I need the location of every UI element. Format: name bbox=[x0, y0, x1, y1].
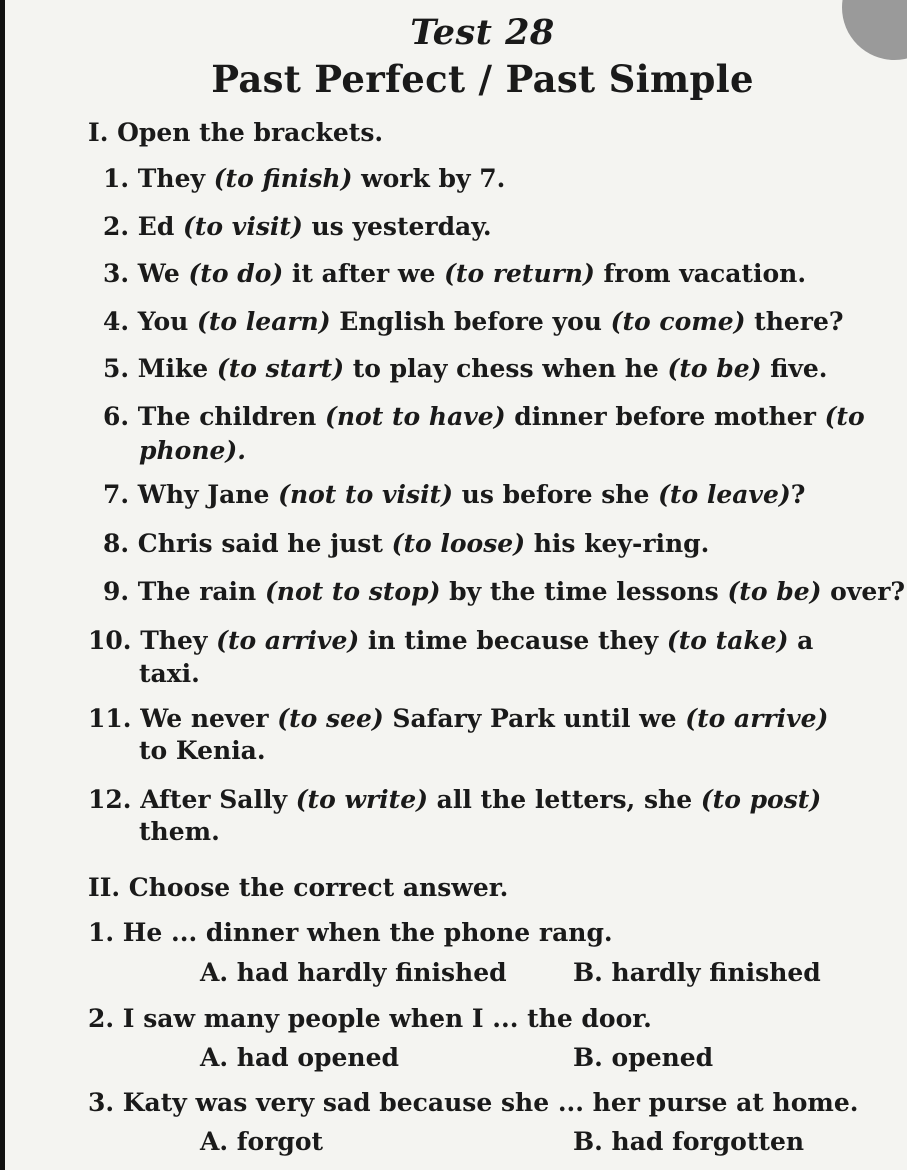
exercise-item-2 bbox=[103, 214, 492, 239]
exercise-item-10 bbox=[88, 628, 813, 653]
verb-prompt: (to visit) bbox=[183, 212, 303, 241]
item-text: 7. Why Jane bbox=[103, 480, 279, 509]
item-text: 2. Ed bbox=[103, 212, 184, 241]
option-b: B. hardly finished bbox=[573, 958, 821, 987]
item-text: all the letters, she bbox=[427, 785, 701, 814]
option-a: A. had hardly finished bbox=[200, 958, 507, 987]
verb-prompt: (not to stop) bbox=[264, 577, 441, 606]
item-text: 1. They bbox=[103, 164, 214, 193]
page-subtitle: Past Perfect / Past Simple bbox=[211, 57, 754, 101]
exercise-item-3 bbox=[103, 261, 806, 286]
verb-prompt: (to be) bbox=[727, 577, 822, 606]
verb-prompt: (to arrive) bbox=[216, 626, 360, 655]
item-text: there? bbox=[745, 307, 844, 336]
item-text: 12. After Sally bbox=[88, 785, 296, 814]
item-text: Safary Park until we bbox=[383, 704, 686, 733]
verb-prompt: (not to have) bbox=[325, 402, 506, 431]
item-text: 11. We never bbox=[88, 704, 278, 733]
exercise-item-12 bbox=[88, 787, 821, 812]
verb-prompt: (to loose) bbox=[391, 529, 526, 558]
exercise-item-4 bbox=[103, 309, 844, 334]
verb-prompt: (to come) bbox=[610, 307, 746, 336]
item-text: five. bbox=[761, 354, 828, 383]
exercise-item-7 bbox=[103, 482, 805, 507]
question-3: 3. Katy was very sad because she ... her purse at home. bbox=[88, 1088, 859, 1117]
item-text: ? bbox=[790, 480, 806, 509]
exercise-item-11-cont bbox=[139, 738, 266, 763]
item-text: 3. We bbox=[103, 259, 189, 288]
verb-prompt: (to post) bbox=[700, 785, 822, 814]
exercise-item-10-cont bbox=[139, 661, 200, 686]
item-text: us yesterday. bbox=[302, 212, 492, 241]
item-text: us before she bbox=[452, 480, 659, 509]
item-text: 8. Chris said he just bbox=[103, 529, 392, 558]
section-1-heading: I. Open the brackets. bbox=[88, 118, 384, 147]
exercise-item-12-cont bbox=[139, 819, 220, 844]
item-text: work by 7. bbox=[352, 164, 506, 193]
verb-prompt: (to bbox=[824, 402, 865, 431]
verb-prompt: (to learn) bbox=[197, 307, 331, 336]
item-text: 10. They bbox=[88, 626, 217, 655]
item-text: taxi. bbox=[139, 659, 200, 688]
item-text: his key-ring. bbox=[525, 529, 710, 558]
item-text: 4. You bbox=[103, 307, 198, 336]
verb-prompt: (to write) bbox=[295, 785, 428, 814]
item-text: it after we bbox=[283, 259, 445, 288]
verb-prompt: (to arrive) bbox=[685, 704, 829, 733]
verb-prompt: (to start) bbox=[216, 354, 345, 383]
verb-prompt: (to be) bbox=[667, 354, 762, 383]
verb-prompt: (not to visit) bbox=[278, 480, 453, 509]
exercise-item-6 bbox=[103, 404, 865, 429]
verb-prompt: (to take) bbox=[666, 626, 789, 655]
item-text: from vacation. bbox=[594, 259, 807, 288]
question-1: 1. He ... dinner when the phone rang. bbox=[88, 918, 613, 947]
item-text: dinner before mother bbox=[505, 402, 825, 431]
page-title: Test 28 bbox=[410, 12, 555, 53]
item-text: by the time lessons bbox=[440, 577, 728, 606]
verb-prompt: (to finish) bbox=[213, 164, 353, 193]
exercise-item-8 bbox=[103, 531, 709, 556]
verb-prompt: (to leave) bbox=[658, 480, 791, 509]
item-text: 9. The rain bbox=[103, 577, 265, 606]
option-b: B. opened bbox=[573, 1043, 714, 1072]
exercise-item-9 bbox=[103, 579, 905, 604]
verb-prompt: (to return) bbox=[444, 259, 595, 288]
item-text: to play chess when he bbox=[344, 354, 668, 383]
item-text: to Kenia. bbox=[139, 736, 266, 765]
verb-prompt: phone). bbox=[139, 436, 246, 465]
option-b: B. had forgotten bbox=[573, 1127, 805, 1156]
item-text: over? bbox=[821, 577, 906, 606]
exercise-item-5 bbox=[103, 356, 828, 381]
option-a: A. forgot bbox=[200, 1127, 324, 1156]
verb-prompt: (to do) bbox=[188, 259, 284, 288]
item-text: 6. The children bbox=[103, 402, 326, 431]
question-2: 2. I saw many people when I ... the door. bbox=[88, 1004, 652, 1033]
verb-prompt: (to see) bbox=[277, 704, 384, 733]
option-a: A. had opened bbox=[200, 1043, 399, 1072]
item-text: a bbox=[788, 626, 814, 655]
exercise-item-11 bbox=[88, 706, 828, 731]
exercise-item-1 bbox=[103, 166, 505, 191]
item-text: 5. Mike bbox=[103, 354, 217, 383]
item-text: them. bbox=[139, 817, 220, 846]
item-text: English before you bbox=[330, 307, 611, 336]
section-2-heading: II. Choose the correct answer. bbox=[88, 873, 509, 902]
item-text: in time because they bbox=[359, 626, 667, 655]
page-edge bbox=[0, 0, 5, 1170]
exercise-item-6-cont bbox=[139, 438, 246, 463]
